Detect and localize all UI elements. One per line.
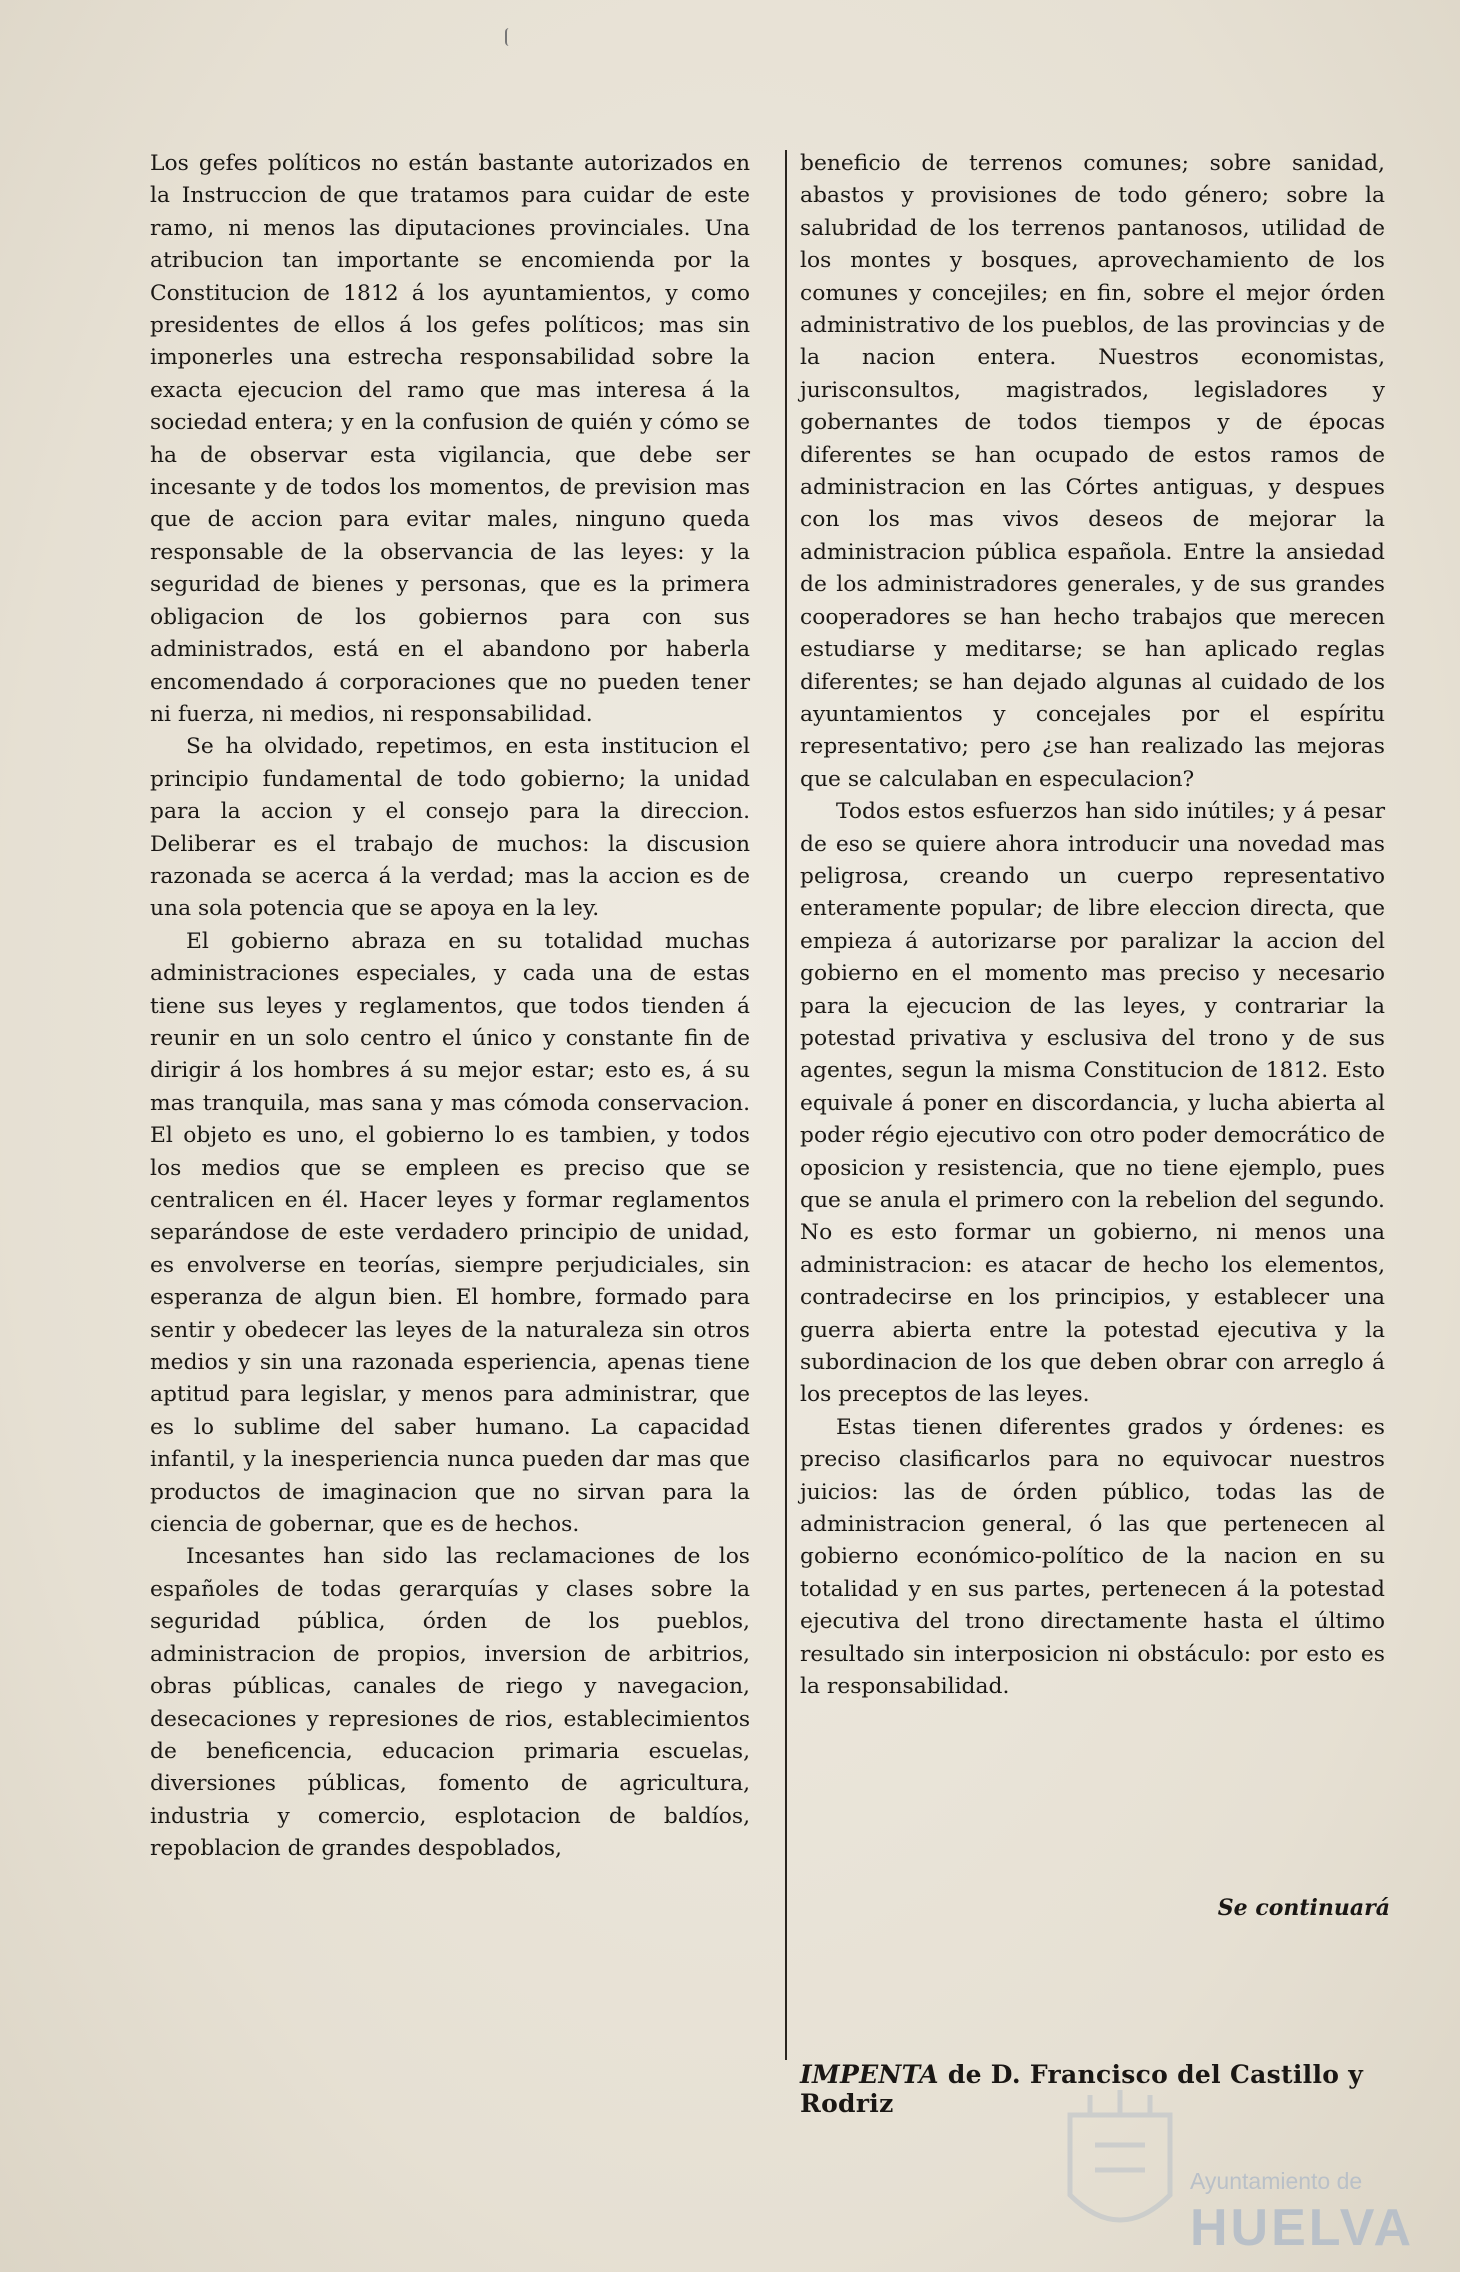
watermark-line1: Ayuntamiento de	[1190, 2168, 1363, 2194]
imprint-italic: IMPENTA	[800, 2060, 939, 2089]
page-mark	[505, 28, 513, 46]
right-column	[800, 148, 1385, 1704]
paragraph: Incesantes han sido las reclamaciones de los españoles de todas gerarquías y clases sobre la seguridad pública, órden de los pueblos, administracion de propios, inversion de arbitrios, obras públicas, canales de riego y navegacion, desecaciones y represiones de rios, establecimientos de beneficencia, educacion primaria escuelas, diversiones públicas, fomento de agricultura, industria y comercio, esplotacion de baldíos, repoblacion de grandes despoblados,	[150, 1544, 750, 1862]
left-column	[150, 148, 750, 1866]
continuation-note: Se continuará	[1217, 1895, 1390, 1921]
paragraph: beneficio de terrenos comunes; sobre sanidad, abastos y provisiones de todo género; sobre la salubridad de los terrenos pantanosos, utilidad de los montes y bosques, aprovechamiento de los comunes y concejiles; en fin, sobre el mejor órden administrativo de los pueblos, de las provincias y de la nacion entera. Nuestros economistas, jurisconsultos, magistrados, legisladores y gobernantes de todos tiempos y de épocas diferentes se han ocupado de estos ramos de administracion en las Córtes antiguas, y despues con los mas vivos deseos de mejorar la administracion pública española. Entre la ansiedad de los administradores generales, y de sus grandes cooperadores se han hecho trabajos que merecen estudiarse y meditarse; se han aplicado reglas diferentes; se han dejado algunas al cuidado de los ayuntamientos y concejales por el espíritu representativo; pero ¿se han realizado las mejoras que se calculaban en especulacion?	[800, 151, 1385, 792]
imprint-text: de D. Francisco del Castillo y Rodriz	[800, 2060, 1364, 2118]
paragraph: Estas tienen diferentes grados y órdenes: es preciso clasificarlos para no equivocar nuestros juicios: las de órden público, todas las de administracion general, ó las que pertenecen al gobierno económico-político de la nacion en su totalidad y en sus partes, pertenecen á la potestad ejecutiva del trono directamente hasta el último resultado sin interposicion ni obstáculo: por esto es la responsabilidad.	[800, 1414, 1385, 1700]
column-divider	[785, 150, 787, 2060]
paragraph: Los gefes políticos no están bastante autorizados en la Instruccion de que tratamos para cuidar de este ramo, ni menos las diputaciones provinciales. Una atribucion tan importante se encomienda por la Constitucion de 1812 á los ayuntamientos, y como presidentes de ellos á los gefes políticos; mas sin imponerles una estrecha responsabilidad sobre la exacta ejecucion del ramo que mas interesa á la sociedad entera; y en la confusion de quién y cómo se ha de observar esta vigilancia, que debe ser incesante y de todos los momentos, de prevision mas que de accion para evitar males, ninguno queda responsable de la observancia de las leyes: y la seguridad de bienes y personas, que es la primera obligacion de los gobiernos para con sus administrados, está en el abandono por haberla encomendado á corporaciones que no pueden tener ni fuerza, ni medios, ni responsabilidad.	[150, 151, 750, 727]
paragraph: Todos estos esfuerzos han sido inútiles; y á pesar de eso se quiere ahora introducir una novedad mas peligrosa, creando un cuerpo representativo enteramente popular; de libre eleccion directa, que empieza á autorizarse por paralizar la accion del gobierno en el momento mas preciso y necesario para la ejecucion de las leyes, y contrariar la potestad privativa y esclusiva del trono y de sus agentes, segun la misma Constitucion de 1812. Esto equivale á poner en discordancia, y lucha abierta al poder régio ejecutivo con otro poder democrático de oposicion y resistencia, que no tiene ejemplo, pues que se anula el primero con la rebelion del segundo. No es esto formar un gobierno, ni menos una administracion: es atacar de hecho los elementos, contradecirse en los principios, y establecer una guerra abierta entre la potestad ejecutiva y la subordinacion de los que deben obrar con arreglo á los preceptos de las leyes.	[800, 799, 1385, 1408]
watermark-line2: HUELVA	[1190, 2199, 1415, 2257]
paragraph: Se ha olvidado, repetimos, en esta institucion el principio fundamental de todo gobierno; la unidad para la accion y el consejo para la direccion. Deliberar es el trabajo de muchos: la discusion razonada se acerca á la verdad; mas la accion es de una sola potencia que se apoya en la ley.	[150, 734, 750, 922]
paragraph: El gobierno abraza en su totalidad muchas administraciones especiales, y cada una de estas tiene sus leyes y reglamentos, que todos tienden á reunir en un solo centro el único y constante fin de dirigir á los hombres á su mejor estar; esto es, á su mas tranquila, mas sana y mas cómoda conservacion. El objeto es uno, el gobierno lo es tambien, y todos los medios que se empleen es preciso que se centralicen en él. Hacer leyes y formar reglamentos separándose de este verdadero principio de unidad, es envolverse en teorías, siempre perjudiciales, sin esperanza de algun bien. El hombre, formado para sentir y obedecer las leyes de la naturaleza sin otros medios y sin una razonada esperiencia, apenas tiene aptitud para legislar, y menos para administrar, que es lo sublime del saber humano. La capacidad infantil, y la inesperiencia nunca pueden dar mas que productos de imaginacion que no sirvan para la ciencia de gobernar, que es de hechos.	[150, 928, 750, 1538]
